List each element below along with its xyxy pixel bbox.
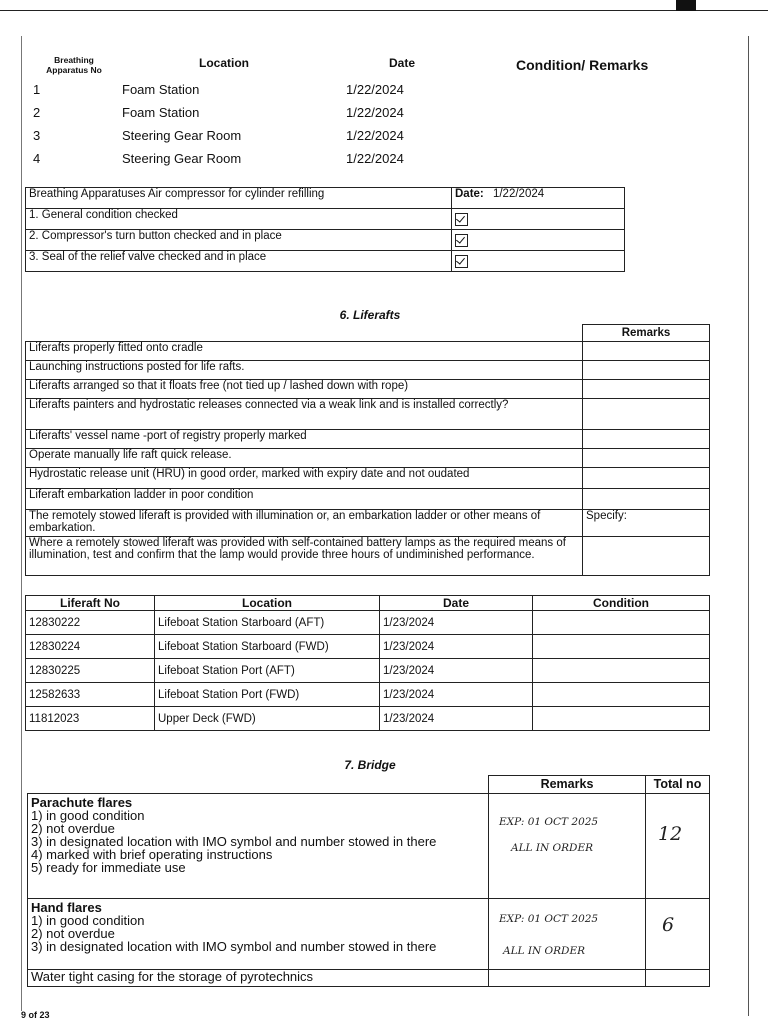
specify-label: Specify: [583,510,710,537]
top-rule [0,10,768,11]
table-row [28,776,710,794]
hand-flares-remark-status: ALL IN ORDER [503,945,586,957]
table-row [26,230,625,251]
ba-location: Steering Gear Room [122,128,242,143]
liferaft-location: Lifeboat Station Port (FWD) [155,683,380,707]
ba-date: 1/22/2024 [346,128,404,143]
table-row [26,635,710,659]
compressor-table [25,187,625,272]
checkbox-checked-icon[interactable] [455,213,468,226]
table-row [26,707,710,731]
liferaft-location: Lifeboat Station Starboard (AFT) [155,611,380,635]
hand-flares-line: 1) in good condition [31,913,145,928]
table-row [26,510,710,537]
ba-no: 2 [33,105,41,120]
compressor-date-value: 1/22/2024 [492,188,545,200]
table-row [26,209,625,230]
ba-no: 4 [33,151,41,166]
table-row [26,683,710,707]
table-row [26,325,710,342]
liferaft-list-table [25,595,710,731]
parachute-title: Parachute flares [31,795,133,810]
col-header: Date [380,596,533,611]
ba-location: Steering Gear Room [122,151,242,166]
table-row [28,794,710,899]
table-row [26,188,625,209]
ba-no: 1 [33,82,41,97]
bridge-remarks-header: Remarks [489,776,646,794]
liferaft-no: 12582633 [26,683,155,707]
section-title-bridge: 7. Bridge [344,758,396,772]
liferaft-check: Liferafts painters and hydrostatic releases connected via a weak link and is installed correctly? [26,399,583,430]
liferaft-check: Hydrostatic release unit (HRU) in good order, marked with expiry date and not oudated [26,468,583,489]
liferaft-date: 1/23/2024 [380,707,533,731]
table-row [28,899,710,970]
table-row [26,611,710,635]
liferaft-check: Liferafts' vessel name -port of registry properly marked [26,430,583,449]
page-number: 9 of 23 [21,1010,50,1020]
compressor-item: 1. General condition checked [26,209,452,230]
bridge-total-header: Total no [646,776,710,794]
table-row [28,970,710,987]
ba-date: 1/22/2024 [346,151,404,166]
parachute-total: 12 [658,823,683,845]
liferaft-location: Lifeboat Station Port (AFT) [155,659,380,683]
col-header: Condition [533,596,710,611]
liferafts-remarks-header: Remarks [583,325,710,342]
compressor-item: 2. Compressor's turn button checked and in place [26,230,452,251]
parachute-remark-status: ALL IN ORDER [511,842,594,854]
pyrotechnics-casing: Water tight casing for the storage of pyrotechnics [28,970,489,987]
ba-header-location: Location [199,56,249,70]
table-row [26,449,710,468]
liferaft-location: Upper Deck (FWD) [155,707,380,731]
liferaft-check: Liferafts properly fitted onto cradle [26,342,583,361]
left-margin-line [21,36,22,1011]
compressor-date-label: Date: [455,188,484,200]
table-row [26,659,710,683]
bridge-table [27,775,710,987]
table-row [26,489,710,510]
ba-location: Foam Station [122,105,200,120]
parachute-line: 5) ready for immediate use [31,860,186,875]
ba-no: 3 [33,128,41,143]
table-row [26,361,710,380]
liferaft-date: 1/23/2024 [380,683,533,707]
col-header: Liferaft No [26,596,155,611]
parachute-line: 2) not overdue [31,821,115,836]
liferaft-check: Liferaft embarkation ladder in poor condition [26,489,583,510]
liferaft-no: 12830225 [26,659,155,683]
liferaft-no: 12830224 [26,635,155,659]
liferaft-check: The remotely stowed liferaft is provided with illumination or, an embarkation ladder or other means of embarkation. [26,510,583,537]
parachute-line: 1) in good condition [31,808,145,823]
liferaft-checks-table [25,324,710,576]
hand-flares-title: Hand flares [31,900,102,915]
ba-header-date: Date [389,56,416,70]
ba-date: 1/22/2024 [346,82,404,97]
liferaft-date: 1/23/2024 [380,635,533,659]
liferaft-date: 1/23/2024 [380,611,533,635]
liferaft-no: 12830222 [26,611,155,635]
parachute-line: 4) marked with brief operating instructions [31,847,273,862]
ba-header-no: Breathing Apparatus No [46,55,102,75]
liferaft-check: Operate manually life raft quick release. [26,449,583,468]
liferaft-check: Where a remotely stowed liferaft was provided with self-contained battery lamps as the required means of illumination, test and confirm that the lamp would provide three hours of undiminished performance. [26,537,583,576]
table-row [26,596,710,611]
header-mark [676,0,696,11]
col-header: Location [155,596,380,611]
liferaft-date: 1/23/2024 [380,659,533,683]
ba-location: Foam Station [122,82,200,97]
table-row [26,399,710,430]
liferaft-check: Launching instructions posted for life rafts. [26,361,583,380]
table-row [26,251,625,272]
section-title-liferafts: 6. Liferafts [339,308,401,322]
parachute-line: 3) in designated location with IMO symbol and number stowed in there [31,834,437,849]
ba-date: 1/22/2024 [346,105,404,120]
table-row [26,430,710,449]
ba-header-condition: Condition/ Remarks [516,57,649,73]
parachute-remark-expiry: EXP: 01 OCT 2025 [499,816,599,828]
table-row [26,468,710,489]
compressor-title: Breathing Apparatuses Air compressor for cylinder refilling [26,188,452,209]
hand-flares-total: 6 [662,914,675,936]
checkbox-checked-icon[interactable] [455,234,468,247]
compressor-item: 3. Seal of the relief valve checked and in place [26,251,452,272]
hand-flares-remark-expiry: EXP: 01 OCT 2025 [499,913,599,925]
liferaft-no: 11812023 [26,707,155,731]
table-row [26,380,710,399]
checkbox-checked-icon[interactable] [455,255,468,268]
table-row [26,342,710,361]
right-margin-line [748,36,749,1016]
hand-flares-line: 2) not overdue [31,926,115,941]
table-row [26,537,710,576]
liferaft-location: Lifeboat Station Starboard (FWD) [155,635,380,659]
hand-flares-line: 3) in designated location with IMO symbol and number stowed in there [31,939,437,954]
liferaft-check: Liferafts arranged so that it floats free (not tied up / lashed down with rope) [26,380,583,399]
